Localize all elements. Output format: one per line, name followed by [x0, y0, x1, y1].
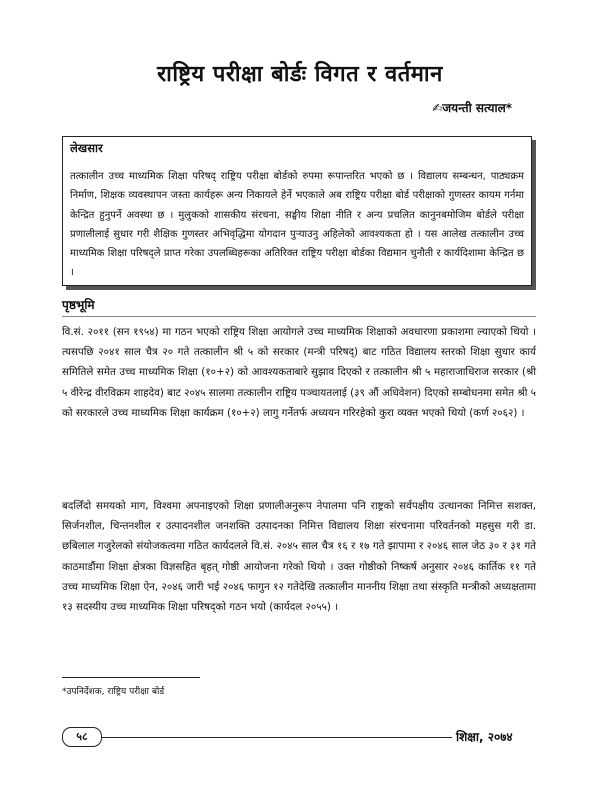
- footer-divider: [80, 737, 452, 738]
- abstract-heading: लेखसार: [70, 141, 103, 155]
- author-name: ✍जयन्ती सत्याल*: [432, 101, 512, 115]
- article-title: राष्ट्रिय परीक्षा बोर्डः विगत र वर्तमान: [157, 62, 443, 87]
- abstract-box: [62, 136, 532, 286]
- footnote: *उपनिर्देशक, राष्ट्रिय परीक्षा बोर्ड: [62, 687, 165, 697]
- journal-name: शिक्षा, २०७४: [456, 730, 513, 744]
- section-divider: [62, 316, 536, 317]
- abstract-text: तत्कालीन उच्च माध्यमिक शिक्षा परिषद् राष्ट्रिय परीक्षा बोर्डको रुपमा रूपान्तरित भएको छ । विद्यालय सम्बन्धन, पाठ्यक्रम निर्माण, शिक्षक व्यवस्थापन जस्ता कार्यहरू अन्य निकायले हेर्ने भएकाले अब राष्ट्रिय परीक्षा बोर्ड परीक्षाको गुणस्तर कायम गर्नमा केन्द्रित हुनुपर्ने अवस्था छ । मुलुकको शासकीय संरचना, सङ्घीय शिक्षा नीति र अन्य प्रचलित कानुनबमोजिम बोर्डले परीक्षा प्रणालीलाई सुधार गरी शैक्षिक गुणस्तर अभिवृद्धिमा योगदान पुऱ्याउनु अहिलेको आवश्यकता हो । यस आलेख तत्कालीन उच्च माध्यमिक शिक्षा परिषद्ले प्राप्त गरेका उपलब्धिहरूका अतिरिक्त राष्ट्रिय परीक्षा बोर्डका विद्यमान चुनौती र कार्यदिशामा केन्द्रित छ ।: [70, 171, 524, 279]
- background-paragraph-2: बदलिँदो समयको माग, विश्वमा अपनाइएको शिक्षा प्रणालीअनुरूप नेपालमा पनि राष्ट्रको सर्वपक्षीय उत्थानका निमित्त सशक्त, सिर्जनशील, चिन्तनशील र उत्पादनशील जनशक्ति उत्पादनका निमित्त विद्यालय शिक्षा संरचनामा परिवर्तनको महसुस गरी डा. छबिलाल गजुरेलको संयोजकत्वमा गठित कार्यदलले वि.सं. २०४५ साल चैत्र १६ र १७ गते झापामा र २०४६ साल जेठ ३० र ३१ गते काठमाडौंमा शिक्षा क्षेत्रका विज्ञसहित बृहत् गोष्ठी आयोजना गरेको थियो । उक्त गोष्ठीको निष्कर्ष अनुसार २०४६ कार्तिक ११ गते उच्च माध्यमिक शिक्षा ऐन, २०४६ जारी भई २०४६ फागुन १२ गतेदेखि तत्कालीन माननीय शिक्षा तथा संस्कृति मन्त्रीको अध्यक्षतामा १३ सदस्यीय उच्च माध्यमिक शिक्षा परिषद्को गठन भयो (कार्यदल २०५५) ।: [62, 500, 536, 614]
- page-number: ५८: [62, 727, 102, 747]
- section-heading-background: पृष्ठभूमि: [62, 298, 95, 312]
- abstract-body: [70, 167, 524, 283]
- background-paragraph-1: वि.सं. २०११ (सन १९५४) मा गठन भएको राष्ट्रिय शिक्षा आयोगले उच्च माध्यमिक शिक्षाको अवधारणा प्रकाशमा ल्याएको थियो । त्यसपछि २०४१ साल चैत्र २० गते तत्कालीन श्री ५ को सरकार (मन्त्री परिषद्) बाट गठित विद्यालय स्तरको शिक्षा सुधार कार्य समितिले समेत उच्च माध्यमिक शिक्षा (१०+२) को आवश्यकताबारे सुझाव दिएको र तत्कालीन श्री ५ महाराजाधिराज सरकार (श्री ५ वीरेन्द्र वीरविक्रम शाहदेव) बाट २०४५ सालमा तत्कालीन राष्ट्रिय पञ्चायतलाई (३९ औं अधिवेशन) दिएको सम्बोधनमा समेत श्री ५ को सरकारले उच्च माध्यमिक शिक्षा कार्यक्रम (१०+२) लागु गर्नेतर्फ अध्ययन गरिरहेको कुरा व्यक्त भएको थियो (कर्ण २०६२) ।: [62, 326, 536, 419]
- footnote-divider: [62, 677, 200, 678]
